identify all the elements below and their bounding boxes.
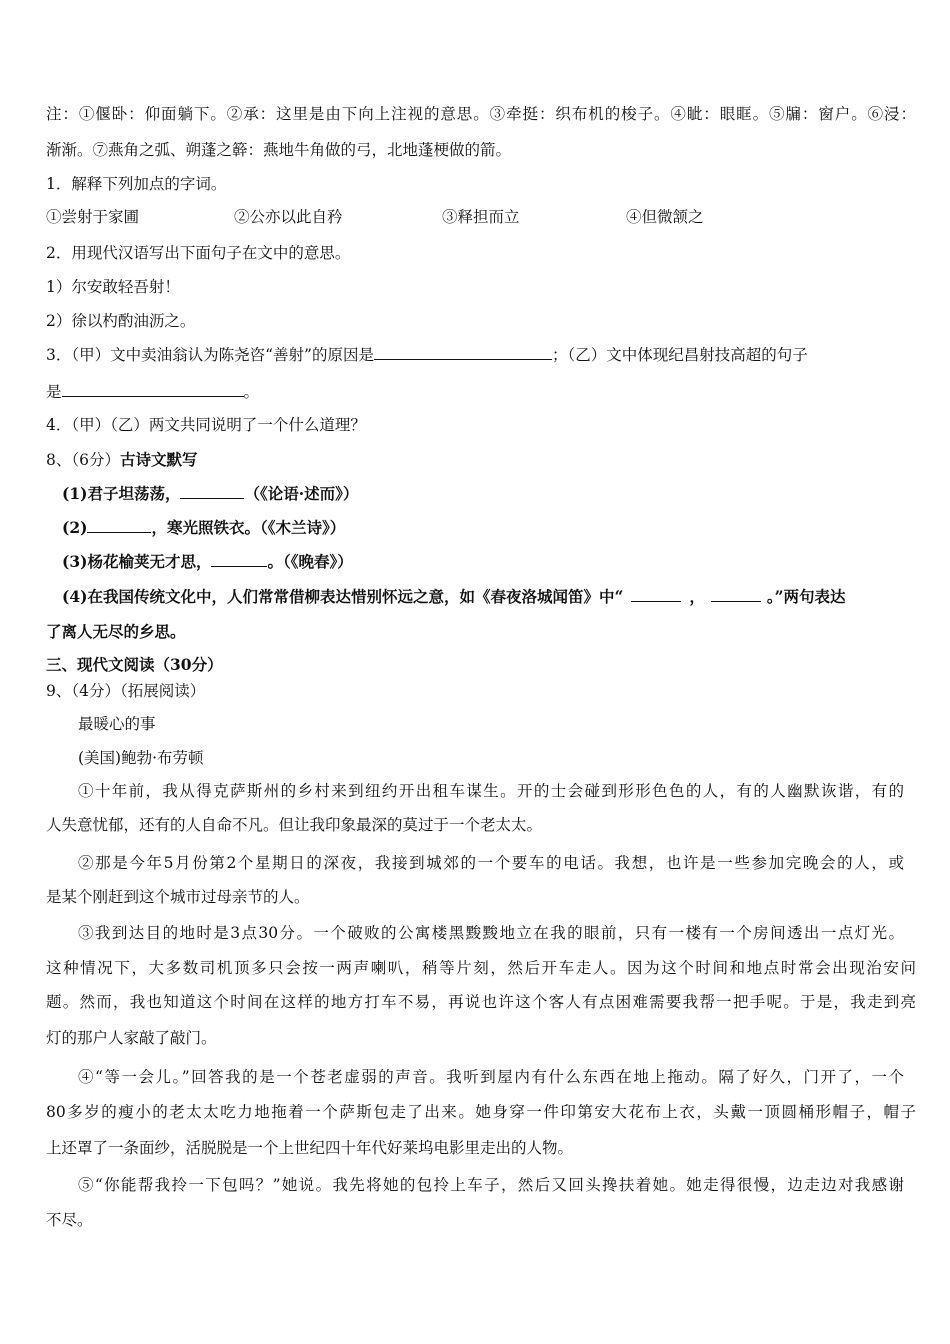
q3-answer-blank-1[interactable] <box>374 344 552 360</box>
q8-heading <box>46 450 916 470</box>
article-title: 最暖心的事 <box>78 715 156 733</box>
q1-prompt: 1．解释下列加点的字词。 <box>46 175 227 193</box>
paragraph-3-line-3: 题。然而，我也知道这个时间在这样的地方打车不易，再说也许这个客人有点困难需要我帮一把手呢。于是，我走到亮 <box>46 993 916 1011</box>
q8-title: 古诗文默写 <box>119 450 198 469</box>
q8-item-4-end: 。”两句表达 <box>766 587 846 606</box>
q4-prompt: 4．（甲）（乙）两文共同说明了一个什么道理？ <box>46 416 366 434</box>
paragraph-5-line-1: ⑤“你能帮我拎一下包吗？”她说。我先将她的包拎上车子，然后又回头搀扶着她。她走得很慢，边走边对我感谢 <box>78 1176 904 1194</box>
q8-number: 8、（6分） <box>46 451 120 469</box>
q9-header: 9、（4分）（拓展阅读） <box>46 682 206 700</box>
q3-line-2 <box>46 381 916 402</box>
q3-text-2: ；（乙）文中体现纪昌射技高超的句子 <box>551 346 808 364</box>
paragraph-4-line-2: 80多岁的瘦小的老太太吃力地拖着一个萨斯包走了出来。她身穿一件印第安大花布上衣，头戴一顶圆桶形帽子，帽子 <box>46 1103 916 1121</box>
paragraph-2-line-1: ②那是今年5月份第2个星期日的深夜，我接到城郊的一个要车的电话。我想，也许是一些参加完晚会的人，或 <box>78 854 904 872</box>
paragraph-3-line-4: 灯的那户人家敲了敲门。 <box>46 1029 217 1047</box>
notes-line-2: 渐渐。⑦燕角之弧、朔蓬之簳：燕地牛角做的弓，北地蓬梗做的箭。 <box>46 141 512 159</box>
article-author: (美国)鲍勃·布劳顿 <box>78 749 204 767</box>
paragraph-1-line-1: ①十年前，我从得克萨斯州的乡村来到纽约开出租车谋生。开的士会碰到形形色色的人，有的人幽默诙谐，有的 <box>78 782 904 800</box>
q8-item-3-text: (3)杨花榆荚无才思， <box>62 552 212 571</box>
q8-item-4 <box>62 586 904 607</box>
q8-item-3 <box>62 551 932 572</box>
q8-item-1 <box>62 483 932 504</box>
q3-text-4: 。 <box>243 383 260 401</box>
paragraph-4-line-1: ④“等一会儿。”回答我的是一个苍老虚弱的声音。我听到屋内有什么东西在地上拖动。隔了好久，门开了，一个 <box>78 1068 904 1086</box>
q3-answer-blank-2[interactable] <box>62 381 244 397</box>
q3-line-1 <box>46 344 916 365</box>
paragraph-3-line-1: ③我到达目的地时是3点30分。一个破败的公寓楼黑黢黢地立在我的眼前，只有一楼有一个房间透出一点灯光。 <box>78 924 904 942</box>
q8-item-1-source: （《论语·述而》） <box>244 484 359 503</box>
section-3-heading: 三、现代文阅读（30分） <box>46 655 223 674</box>
q8-item-2-label: (2) <box>62 518 88 537</box>
paragraph-4-line-3: 上还罩了一条面纱，活脱脱是一个上世纪四十年代好莱坞电影里走出的人物。 <box>46 1139 574 1157</box>
q8-blank-3[interactable] <box>211 551 267 567</box>
q8-blank-4[interactable] <box>631 586 681 602</box>
q8-item-4-text: (4)在我国传统文化中，人们常常借柳表达惜别怀远之意，如《春夜洛城闻笛》中“ <box>62 587 624 606</box>
q8-item-3-source: 。（《晚春》） <box>267 552 353 571</box>
q8-item-4-comma: ， <box>689 587 705 606</box>
paragraph-5-line-2: 不尽。 <box>46 1211 93 1229</box>
q2-prompt: 2．用现代汉语写出下面句子在文中的意思。 <box>46 244 351 262</box>
q8-blank-5[interactable] <box>711 586 761 602</box>
q8-item-4-cont: 了离人无尽的乡思。 <box>46 622 186 641</box>
notes-line-1: 注：①偃卧：仰面躺下。②承：这里是由下向上注视的意思。③牵挺：织布机的梭子。④眦：眼眶。⑤牖：窗户。⑥浸： <box>46 105 916 123</box>
q8-blank-2[interactable] <box>87 517 151 533</box>
q1-item-1: ①尝射于家圃 <box>46 208 140 226</box>
q8-item-1-text: (1)君子坦荡荡， <box>62 484 181 503</box>
q2-sentence-2: 2）徐以杓酌油沥之。 <box>46 312 196 330</box>
q1-item-4: ④但微颔之 <box>626 208 704 226</box>
q3-text-3: 是 <box>46 383 62 401</box>
q3-text-1: 3．（甲）文中卖油翁认为陈尧咨“善射”的原因是 <box>46 346 374 364</box>
q8-item-2 <box>62 517 932 538</box>
paragraph-2-line-2: 是某个刚赶到这个城市过母亲节的人。 <box>46 888 310 906</box>
q8-item-2-text: ，寒光照铁衣。（《木兰诗》） <box>151 518 346 537</box>
q2-sentence-1: 1）尔安敢轻吾射！ <box>46 278 180 296</box>
paragraph-1-line-2: 人失意忧郁，还有的人自命不凡。但让我印象最深的莫过于一个老太太。 <box>46 816 543 834</box>
paragraph-3-line-2: 这种情况下，大多数司机顶多只会按一两声喇叭，稍等片刻，然后开车走人。因为这个时间和地点时常会出现治安问 <box>46 959 916 977</box>
q8-blank-1[interactable] <box>180 483 244 499</box>
q1-item-2: ②公亦以此自矜 <box>234 208 343 226</box>
q1-item-3: ③释担而立 <box>442 208 520 226</box>
